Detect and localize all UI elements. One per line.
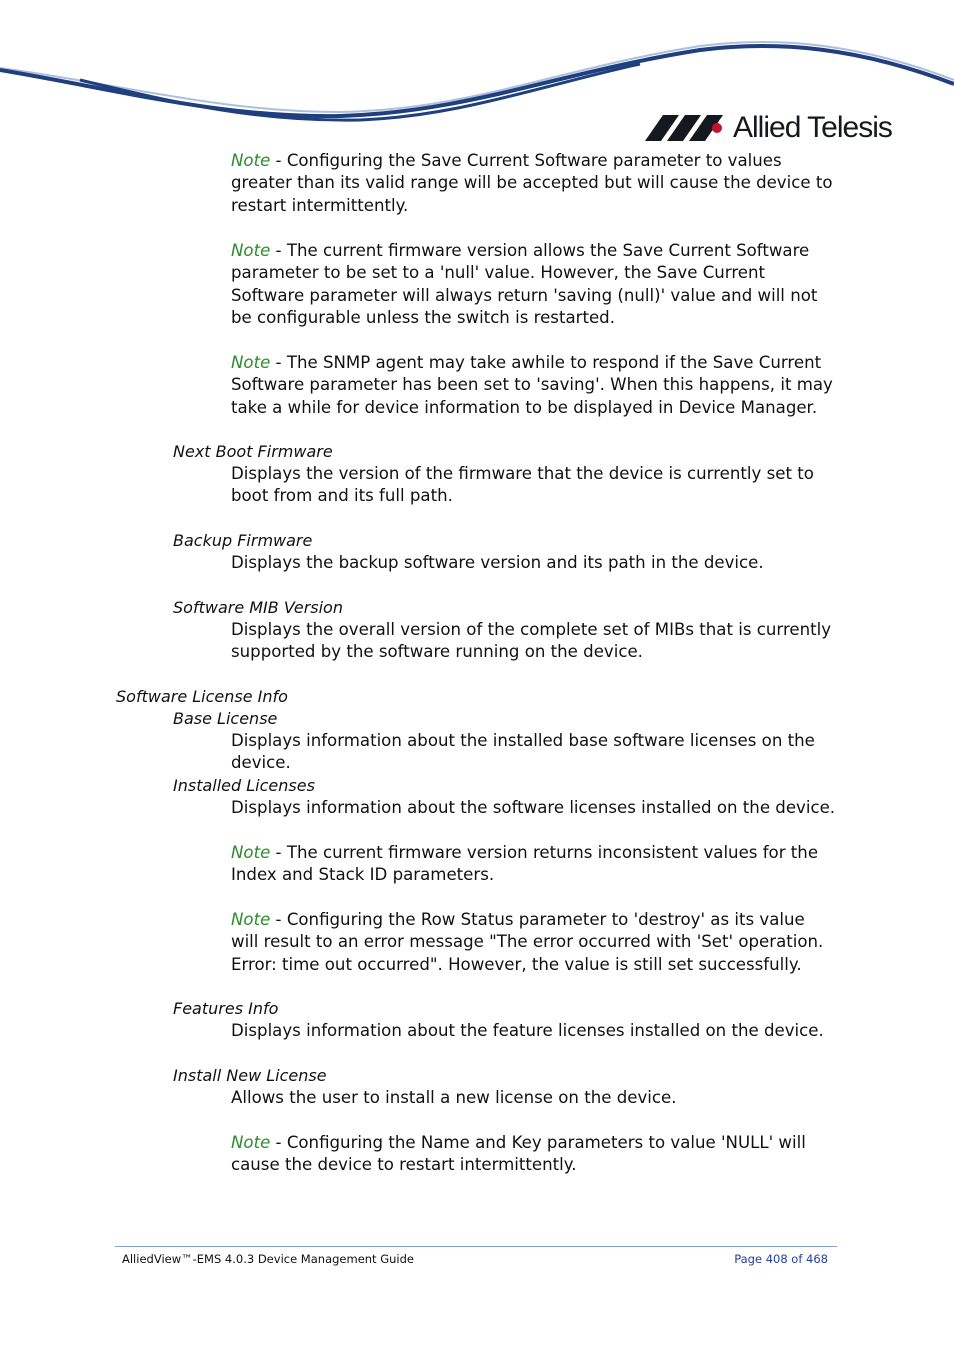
item-description: Displays the backup software version and its path in the device. xyxy=(231,553,764,572)
item-description: Displays information about the installed base software licenses on the device. xyxy=(231,731,815,773)
note-label: Note xyxy=(231,910,271,929)
item-description: Displays information about the feature licenses installed on the device. xyxy=(231,1021,824,1040)
footer-divider xyxy=(115,1246,837,1247)
note-paragraph xyxy=(231,842,837,887)
note-label: Note xyxy=(231,151,271,170)
footer-document-title: AlliedView™-EMS 4.0.3 Device Management Guide xyxy=(122,1252,414,1266)
note-paragraph xyxy=(231,1132,837,1177)
note-text: - The current firmware version returns inconsistent values for the Index and Stack ID parameters. xyxy=(231,843,819,885)
note-text: - The SNMP agent may take awhile to respond if the Save Current Software parameter has been set to 'saving'. When this happens, it may take a while for device information to be displayed in Device Manager. xyxy=(231,353,833,417)
note-text: - Configuring the Save Current Software parameter to values greater than its valid range will be accepted but will cause the device to restart intermittently. xyxy=(231,151,833,215)
item-description: Displays the overall version of the complete set of MIBs that is currently supported by the software running on the device. xyxy=(231,620,832,662)
note-text: - Configuring the Name and Key parameters to value 'NULL' will cause the device to restart intermittently. xyxy=(231,1133,806,1175)
item-heading: Software MIB Version xyxy=(173,598,343,617)
note-text: - Configuring the Row Status parameter to 'destroy' as its value will result to an error message "The error occurred with 'Set' operation. Error: time out occurred". However, the value is still set successfully. xyxy=(231,910,824,974)
item-heading: Installed Licenses xyxy=(173,776,315,795)
logo-mark-icon xyxy=(645,115,727,141)
note-label: Note xyxy=(231,1133,271,1152)
item-heading: Backup Firmware xyxy=(173,531,313,550)
note-paragraph xyxy=(231,352,837,419)
note-paragraph xyxy=(231,909,837,976)
item-description: Displays information about the software licenses installed on the device. xyxy=(231,798,836,817)
item-heading: Features Info xyxy=(173,999,279,1018)
item-heading: Next Boot Firmware xyxy=(173,442,333,461)
note-paragraph xyxy=(231,150,837,217)
item-heading: Install New License xyxy=(173,1066,327,1085)
allied-telesis-logo xyxy=(645,108,892,148)
note-label: Note xyxy=(231,353,271,372)
item-heading: Base License xyxy=(173,709,278,728)
note-label: Note xyxy=(231,843,271,862)
item-description: Displays the version of the firmware that the device is currently set to boot from and its full path. xyxy=(231,464,814,506)
note-text: - The current firmware version allows the Save Current Software parameter to be set to a 'null' value. However, the Save Current Software parameter will always return 'saving (null)' value and will not be configurable unless the switch is restarted. xyxy=(231,241,818,328)
note-paragraph xyxy=(231,240,837,330)
brand-name: Allied Telesis xyxy=(733,111,892,144)
footer-page-number: Page 408 of 468 xyxy=(734,1252,828,1266)
note-label: Note xyxy=(231,241,271,260)
item-description: Allows the user to install a new license on the device. xyxy=(231,1088,677,1107)
section-heading: Software License Info xyxy=(116,687,288,706)
